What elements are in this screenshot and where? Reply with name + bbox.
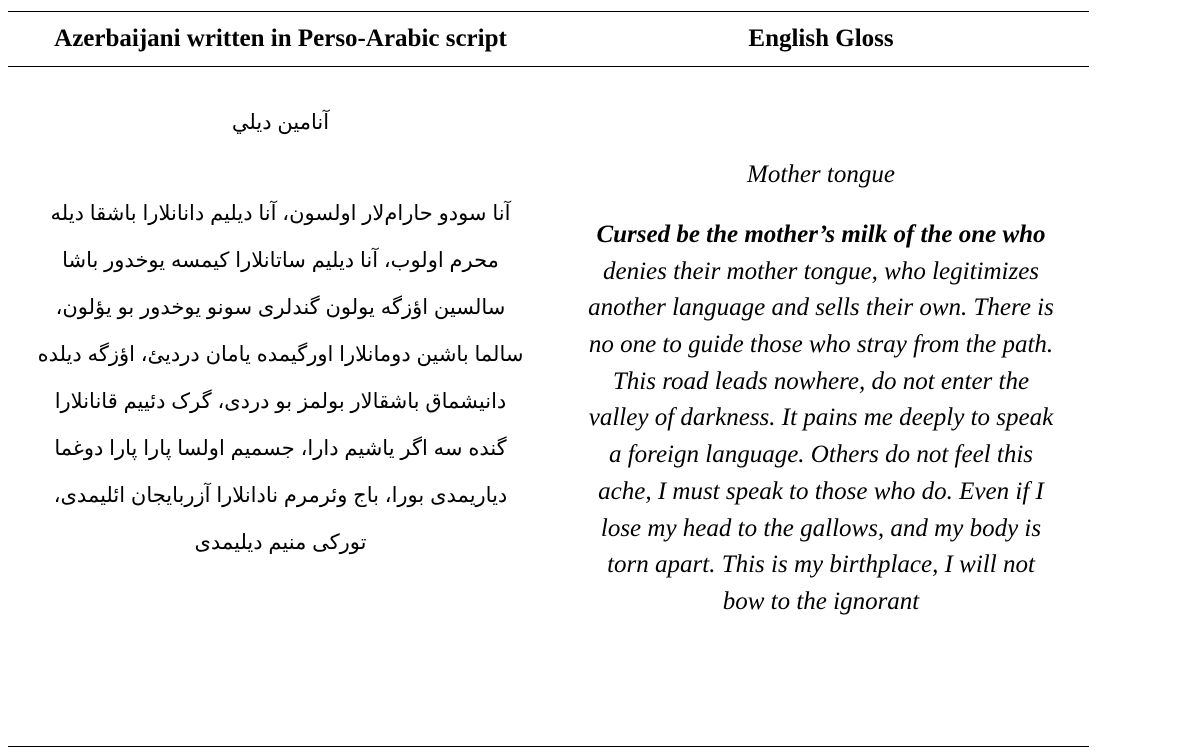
table-bottom-rule xyxy=(8,746,1089,747)
table-top-rule xyxy=(8,11,1089,12)
english-gloss-line: torn apart. This is my birthplace, I will not xyxy=(607,551,1035,579)
azerbaijani-poem-line: گنده سه اگر یاشیم دارا، جسمیم اولسا پارا پارا دوغما xyxy=(54,437,507,460)
english-gloss-line: no one to guide those who stray from the path. xyxy=(588,331,1054,359)
english-gloss-line: ache, I must speak to those who do. Even if I xyxy=(598,477,1044,505)
english-gloss-line: This road leads nowhere, do not enter the xyxy=(612,367,1030,395)
table-header-rule xyxy=(8,66,1089,67)
azerbaijani-poem-title: آنامین دیلي xyxy=(231,111,330,134)
azerbaijani-poem-line: محرم اولوب، آنا دیلیم ساتانلارا کیمسه یوخدور باشا xyxy=(62,249,499,272)
english-gloss-line: a foreign language. Others do not feel this xyxy=(608,441,1034,469)
english-gloss-column xyxy=(553,155,1089,621)
column-header-english-gloss: English Gloss xyxy=(748,25,894,52)
azerbaijani-poem-line: سالسین اؤزگه یولون گندلری سونو یوخدور بو یؤلون، xyxy=(55,296,506,319)
azerbaijani-poem-line: آنا سودو حارام‌لار اولسون، آنا دیلیم دانانلارا باشقا دیله xyxy=(50,202,511,225)
english-gloss-line: denies their mother tongue, who legitimizes xyxy=(602,257,1040,285)
stanza-gap xyxy=(8,145,553,190)
azerbaijani-poem-line: دیاریمدی بورا، باج وئرمرم نادانلارا آزربایجان ائلیمدی، xyxy=(53,484,508,507)
english-gloss-line: lose my head to the gallows, and my body is xyxy=(600,514,1042,542)
english-gloss-line-bold: Cursed be the mother’s milk of the one who xyxy=(596,221,1046,248)
azerbaijani-column xyxy=(8,100,553,566)
english-gloss-line: bow to the ignorant xyxy=(722,587,920,615)
azerbaijani-poem-line: سالما باشین دومانلارا اورگیمده یامان دردیئ، اؤزگه دیلده xyxy=(37,343,524,366)
english-poem-title: Mother tongue xyxy=(747,161,895,188)
azerbaijani-poem-line: تورکی منیم دیلیمدی xyxy=(194,531,367,554)
column-header-azerbaijani: Azerbaijani written in Perso-Arabic script xyxy=(54,25,507,52)
english-gloss-line: another language and sells their own. There is xyxy=(588,294,1054,322)
azerbaijani-poem-line: دانیشماق باشقالار بولمز بو دردی، گرک دئییم قانانلارا xyxy=(54,390,507,413)
english-gloss-line: valley of darkness. It pains me deeply to speak xyxy=(588,404,1054,432)
